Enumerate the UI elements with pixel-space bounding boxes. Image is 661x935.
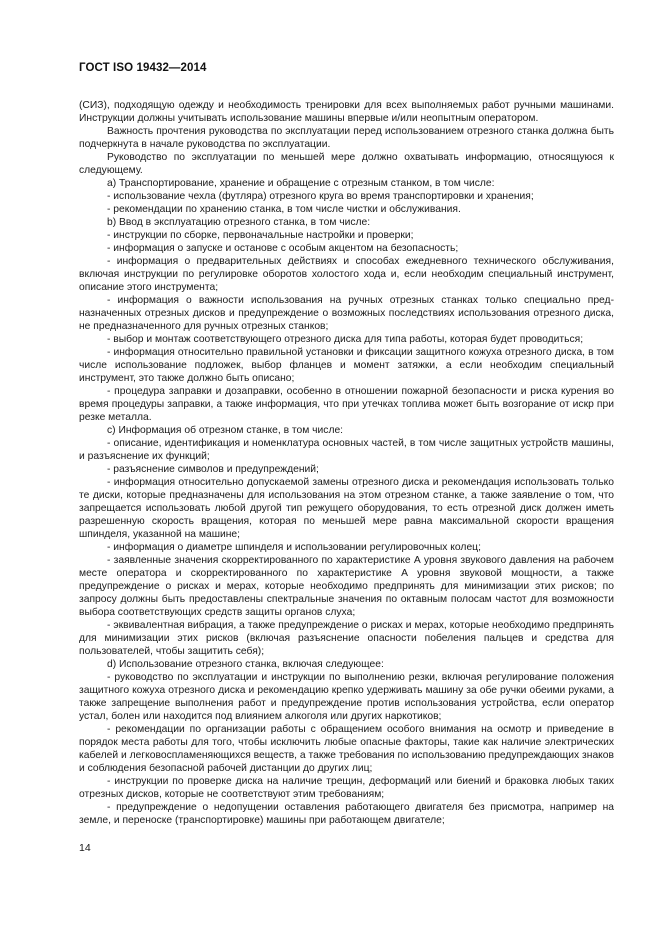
paragraph: - информация относительно правильной установки и фиксации защитного кожуха отрезного диска, в том числе использование подложек, выбор фланцев и момент затяжки, а если необходим специальный инструмент, это также должно быть описано; [79, 347, 614, 384]
paragraph: - руководство по эксплуатации и инструкции по выполнению резки, включая регулирование положения защитного кожуха отрезного диска и рекомендацию крепко удерживать машину за обе ручки обеими руками, а также запрещение выполнения работ и предупреждение против использования устройства, если оператор устал, болен или находится под влиянием алкоголя или других наркотиков; [79, 672, 614, 722]
paragraph: - предупреждение о недопущении оставления работающего двигателя без присмотра, например на земле, и переноске (транспортировке) машины при работающем двигателе; [79, 802, 614, 826]
paragraph: - заявленные значения скорректированного по характеристике А уровня звукового давления на рабочем месте оператора и скорректированного по характеристике А уровня звуковой мощности, а также предупреждение о рисках и мерах, которые необходимо предпринять для минимизации этих рисков; по запросу должны быть предоставлены спектральные значения по октавным полосам частот для возможности выбора соответствующих средств защиты органов слуха; [79, 555, 614, 618]
document-header: ГОСТ ISO 19432—2014 [79, 62, 207, 74]
document-body [79, 99, 614, 827]
paragraph: - информация о запуске и останове с особым акцентом на безопасность; [107, 243, 459, 254]
paragraph: - инструкции по проверке диска на наличие трещин, деформаций или биений и браковка любых таких отрезных дисков, которые не соответствуют этим требованиям; [79, 776, 614, 800]
paragraph: - информация о предварительных действиях и способах ежедневного технического обслуживания, включая инструкции по регулировке оборотов холостого хода и, если необходим специальный инструмент, описание этого инструмента; [79, 256, 614, 293]
paragraph: - рекомендации по хранению станка, в том числе чистки и обслуживания. [107, 204, 461, 215]
paragraph: - рекомендации по организации работы с обращением особого внимания на осмотр и приведение в порядок места работы для того, чтобы исключить любые опасные факторы, такие как наличие электрических кабелей и легковоспламеняющихся веществ, а также требования по использованию предупреждающих знаков и соблюдения безопасной рабочей дистанции до других лиц; [79, 724, 614, 774]
paragraph: - информация о важности использования на ручных отрезных станках только специально предназначенных отрезных дисков и предупреждение о возможных последствиях использования отрезного диска, не предназначенного для ручных отрезных станков; [79, 295, 614, 332]
paragraph: (СИЗ), подходящую одежду и необходимость тренировки для всех выполняемых работ ручными машинами. Инструкции должны учитывать использование машины впервые и/или неопытным оператором. [79, 100, 614, 124]
paragraph: - процедура заправки и дозаправки, особенно в отношении пожарной безопасности и риска курения во время процедуры заправки, а также информация, что при утечках топлива может быть возгорание от искр при резке металла. [79, 386, 614, 423]
paragraph: - инструкции по сборке, первоначальные настройки и проверки; [107, 230, 414, 241]
paragraph: - описание, идентификация и номенклатура основных частей, в том числе защитных устройств машины, и разъяснение их функций; [79, 438, 614, 462]
paragraph: a) Транспортирование, хранение и обращение с отрезным станком, в том числе: [107, 178, 495, 189]
paragraph: - разъяснение символов и предупреждений; [107, 464, 319, 475]
paragraph: - выбор и монтаж соответствующего отрезного диска для типа работы, которая будет проводиться; [107, 334, 584, 345]
paragraph: d) Использование отрезного станка, включая следующее: [107, 659, 384, 670]
paragraph: - эквивалентная вибрация, а также предупреждение о рисках и мерах, которые необходимо предпринять для минимизации этих рисков (включая разъяснение опасности побеления пальцев и средства для пользователей, чтобы защитить себя); [79, 620, 614, 657]
paragraph: - информация о диаметре шпинделя и использовании регулировочных колец; [107, 542, 481, 553]
paragraph: Руководство по эксплуатации по меньшей мере должно охватывать информацию, относящуюся к следующему. [79, 152, 614, 176]
paragraph: b) Ввод в эксплуатацию отрезного станка, в том числе: [107, 217, 371, 228]
paragraph: c) Информация об отрезном станке, в том числе: [107, 425, 344, 436]
paragraph: - информация относительно допускаемой замены отрезного диска и рекомендация использовать только те диски, которые предназначены для использования на этом отрезном станке, а также заявление о том, что запрещается использовать любой другой тип режущего оборудования, то есть отрезной диск должен иметь разрешенную скорость вращения, которая по меньшей мере равна максимальной скорости вращения шпинделя, указанной на машине; [79, 477, 614, 540]
paragraph: - использование чехла (футляра) отрезного круга во время транспортировки и хранения; [107, 191, 534, 202]
paragraph: Важность прочтения руководства по эксплуатации перед использованием отрезного станка должна быть подчеркнута в начале руководства по эксплуатации. [79, 126, 614, 150]
page-number: 14 [79, 842, 91, 854]
